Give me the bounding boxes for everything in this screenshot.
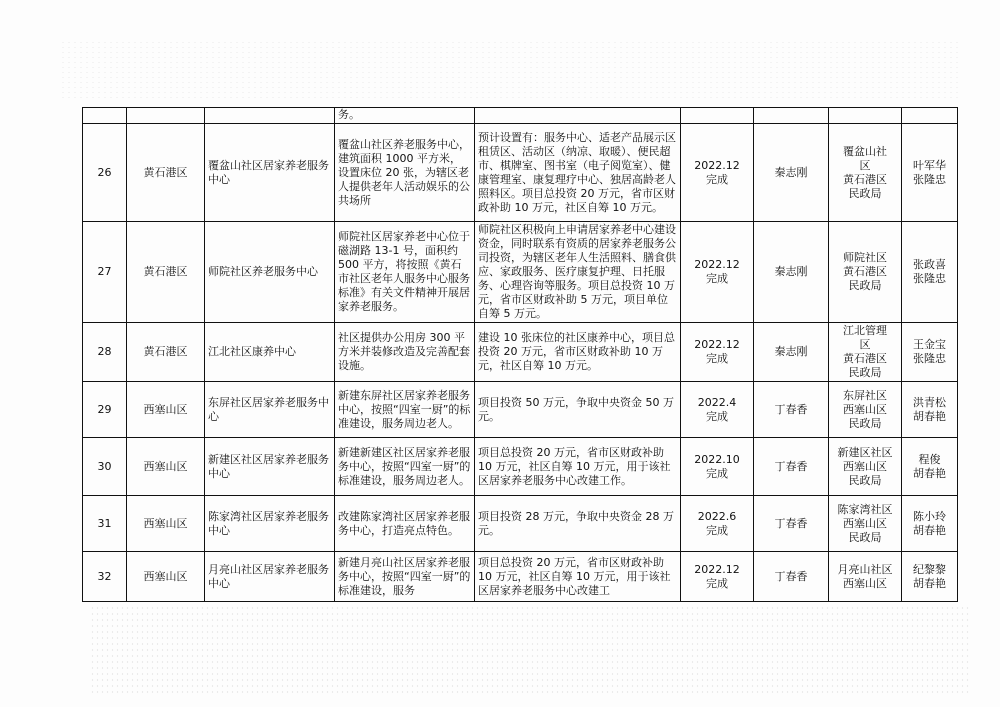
- cell-number: 30: [83, 438, 127, 496]
- cell-leader: 秦志刚: [754, 222, 829, 323]
- cell-responsible-unit: [829, 382, 902, 438]
- cell-deadline-line: 完成: [706, 172, 728, 186]
- cell-responsible-unit: [829, 323, 902, 382]
- cell-deadline: [681, 382, 754, 438]
- cell-leader: 丁春香: [754, 496, 829, 552]
- cell-responsible-person-line: 陈小玲: [913, 509, 946, 523]
- cell-measures: 项目投资 28 万元，争取中央资金 28 万元。: [475, 496, 681, 552]
- cell-deadline: [681, 552, 754, 602]
- cell-responsible-unit-line: 民政局: [848, 473, 882, 487]
- cell-measures: 项目总投资 20 万元，省市区财政补助 10 万元，社区自筹 10 万元，用于该社区居家养老服务中心改建工作。: [475, 438, 681, 496]
- cell-responsible-unit-line: 黄石港区: [843, 352, 887, 365]
- cell-number: 29: [83, 382, 127, 438]
- cell-deadline-line: 2022.12: [694, 562, 740, 576]
- cell-deadline-line: 2022.12: [694, 158, 740, 172]
- cell-deadline-line: 2022.10: [694, 452, 740, 466]
- scan-noise-top: [60, 40, 960, 100]
- cell-goal: 新建新建区社区居家养老服务中心，按照“四室一厨”的标准建设，服务周边老人。: [335, 438, 475, 496]
- cell-responsible-person-line: 叶军华: [913, 158, 946, 172]
- cell-responsible-person-line: 张隆忠: [913, 272, 946, 285]
- cell-deadline: [681, 222, 754, 323]
- cell-deadline-line: 完成: [706, 409, 728, 423]
- scan-noise-bottom: [90, 605, 970, 695]
- cell-deadline-line: 完成: [706, 272, 728, 285]
- cell-leader: 丁春香: [754, 552, 829, 602]
- cell-responsible-unit-line: 区: [859, 158, 871, 172]
- cell-goal: 新建月亮山社区居家养老服务中心，按照“四室一厨”的标准建设，服务: [335, 552, 475, 602]
- cell-district: 西塞山区: [127, 552, 205, 602]
- cell-responsible-unit-line: 新建区社区: [837, 445, 893, 459]
- cell-responsible-person: [902, 496, 958, 552]
- cell-leader: 丁春香: [754, 382, 829, 438]
- cell-district: 黄石港区: [127, 124, 205, 222]
- table-row: [83, 382, 958, 438]
- cell-district: 西塞山区: [127, 382, 205, 438]
- cell-deadline-line: 完成: [706, 576, 728, 590]
- cell-responsible-person: [902, 222, 958, 323]
- cell-responsible-unit: [829, 438, 902, 496]
- table-row: [83, 222, 958, 323]
- cell-project-name: 东屏社区居家养老服务中心: [205, 382, 335, 438]
- cell-responsible-person-line: 程俊: [918, 452, 941, 466]
- cell-responsible-person: [902, 323, 958, 382]
- table-row-partial: [83, 108, 958, 124]
- cell-responsible-unit-line: 月亮山社区: [837, 562, 893, 576]
- cell-responsible-unit-line: 师院社区: [843, 251, 887, 264]
- cell-responsible-unit-line: 覆盆山社: [843, 144, 887, 158]
- cell-responsible-person-line: 王金宝: [913, 338, 946, 351]
- cell-responsible-person-line: 胡春艳: [913, 466, 946, 480]
- cell-project-name: 师院社区养老服务中心: [205, 222, 335, 323]
- cell-responsible-unit-line: 西塞山区: [843, 516, 887, 530]
- cell-deadline-line: 完成: [706, 466, 728, 480]
- cell-responsible-unit: [829, 222, 902, 323]
- cell-responsible-person-line: 胡春艳: [913, 523, 946, 537]
- table-row: [83, 438, 958, 496]
- cell-project-name: 月亮山社区居家养老服务中心: [205, 552, 335, 602]
- cell-goal: 务。: [335, 108, 475, 124]
- cell-responsible-unit-line: 民政局: [848, 416, 882, 430]
- cell-responsible-person-line: 胡春艳: [913, 576, 946, 590]
- cell-deadline-line: 2022.12: [694, 258, 740, 271]
- cell-responsible-unit: [829, 496, 902, 552]
- cell-deadline: [681, 124, 754, 222]
- cell-goal: 改建陈家湾社区居家养老服务中心，打造亮点特色。: [335, 496, 475, 552]
- cell-project-name: 覆盆山社区居家养老服务中心: [205, 124, 335, 222]
- cell-responsible-unit-line: 西塞山区: [843, 402, 887, 416]
- cell-deadline-line: 完成: [706, 523, 728, 537]
- cell-responsible-person-line: 洪青松: [913, 395, 946, 409]
- cell-number: 28: [83, 323, 127, 382]
- cell-leader: 秦志刚: [754, 124, 829, 222]
- cell-responsible-unit-line: 西塞山区: [843, 576, 887, 590]
- cell-measures: 项目投资 50 万元，争取中央资金 50 万元。: [475, 382, 681, 438]
- cell-responsible-unit-line: 区: [859, 338, 871, 351]
- cell-responsible-person-line: 胡春艳: [913, 409, 946, 423]
- table-row: [83, 552, 958, 602]
- cell-deadline: [681, 496, 754, 552]
- cell-district: 黄石港区: [127, 222, 205, 323]
- cell-deadline-line: 2022.4: [697, 395, 737, 409]
- cell-district: 西塞山区: [127, 496, 205, 552]
- cell-responsible-unit: [829, 124, 902, 222]
- cell-deadline-line: 2022.12: [694, 338, 740, 351]
- cell-number: 26: [83, 124, 127, 222]
- cell-goal: 师院社区居家养老中心位于磁湖路 13-1 号，面积约 500 平方，将按照《黄石市社区老年人服务中心服务标准》有关文件精神开展居家养老服务。: [335, 222, 475, 323]
- table-row: [83, 323, 958, 382]
- cell-responsible-person: [902, 552, 958, 602]
- cell-leader: 秦志刚: [754, 323, 829, 382]
- cell-number: 32: [83, 552, 127, 602]
- cell-responsible-person: [902, 438, 958, 496]
- cell-responsible-person-line: 纪黎黎: [913, 562, 946, 576]
- cell-goal: 新建东屏社区居家养老服务中心，按照“四室一厨”的标准建设，服务周边老人。: [335, 382, 475, 438]
- project-table: [82, 107, 958, 602]
- cell-project-name: 新建区社区居家养老服务中心: [205, 438, 335, 496]
- cell-responsible-person: [902, 124, 958, 222]
- cell-responsible-unit-line: 黄石港区: [843, 172, 887, 186]
- cell-responsible-unit-line: 民政局: [848, 366, 882, 379]
- cell-district: 西塞山区: [127, 438, 205, 496]
- cell-responsible-unit: [829, 552, 902, 602]
- cell-leader: 丁春香: [754, 438, 829, 496]
- cell-responsible-unit-line: 西塞山区: [843, 459, 887, 473]
- cell-goal: 覆盆山社区养老服务中心，建筑面积 1000 平方米，设置床位 20 张，为辖区老人提供老年人活动娱乐的公共场所: [335, 124, 475, 222]
- cell-responsible-unit-line: 陈家湾社区: [837, 502, 893, 516]
- cell-responsible-person-line: 张政喜: [913, 258, 946, 271]
- cell-deadline-line: 2022.6: [697, 509, 737, 523]
- cell-deadline-line: 完成: [706, 352, 728, 365]
- table-row: [83, 124, 958, 222]
- cell-responsible-unit-line: 民政局: [848, 186, 882, 200]
- cell-project-name: 江北社区康养中心: [205, 323, 335, 382]
- cell-responsible-unit-line: 东屏社区: [843, 388, 887, 402]
- cell-responsible-person-line: 张隆忠: [913, 172, 946, 186]
- cell-measures: 预计设置有：服务中心、适老产品展示区租赁区、活动区（纳凉、取暖）、便民超市、棋牌室、图书室（电子阅览室）、健康管理室、康复理疗中心、独居高龄老人照料区。项目总投资 20 万元，省市区财政补助 10 万元，社区自筹 10 万元。: [475, 124, 681, 222]
- cell-number: 27: [83, 222, 127, 323]
- cell-responsible-person-line: 张隆忠: [913, 352, 946, 365]
- cell-responsible-unit-line: 江北管理: [843, 324, 887, 337]
- cell-district: 黄石港区: [127, 323, 205, 382]
- cell-deadline: [681, 438, 754, 496]
- cell-deadline: [681, 323, 754, 382]
- cell-measures: 师院社区积极向上申请居家养老中心建设资金，同时联系有资质的居家养老服务公司投资，为辖区老年人生活照料、膳食供应、家政服务、医疗康复护理、日托服务、心理咨询等服务。项目总投资 10 万元，省市区财政补助 5 万元，项目单位自筹 5 万元。: [475, 222, 681, 323]
- cell-responsible-person: [902, 382, 958, 438]
- cell-project-name: 陈家湾社区居家养老服务中心: [205, 496, 335, 552]
- cell-responsible-unit-line: 民政局: [848, 279, 882, 292]
- cell-measures: 项目总投资 20 万元，省市区财政补助 10 万元，社区自筹 10 万元，用于该社区居家养老服务中心改建工: [475, 552, 681, 602]
- cell-responsible-unit-line: 黄石港区: [843, 265, 887, 278]
- cell-responsible-unit-line: 民政局: [848, 530, 882, 544]
- cell-goal: 社区提供办公用房 300 平方米并装修改造及完善配套设施。: [335, 323, 475, 382]
- table-row: [83, 496, 958, 552]
- cell-measures: 建设 10 张床位的社区康养中心，项目总投资 20 万元，省市区财政补助 10 万元，社区自筹 10 万元。: [475, 323, 681, 382]
- cell-number: 31: [83, 496, 127, 552]
